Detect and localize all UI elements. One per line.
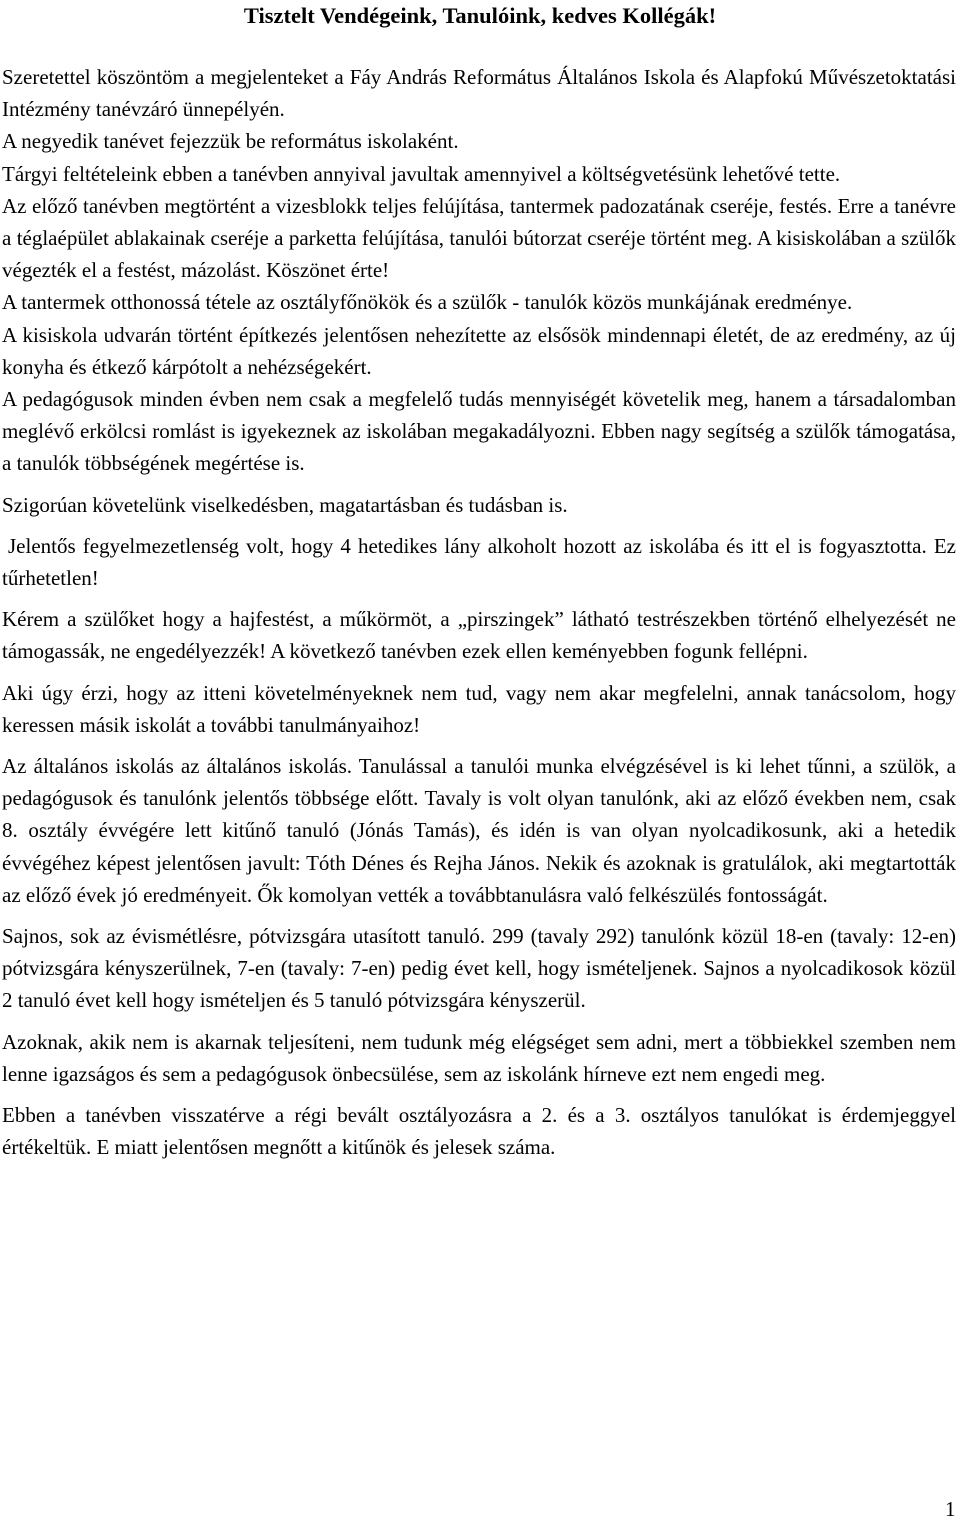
document-body [2, 61, 956, 1164]
paragraph-renovations: Az előző tanévben megtörtént a vizesblokk teljes felújítása, tantermek padozatának cseréje, festés. Erre a tanévre a téglaépület ablakainak cseréje a parketta felújítása, tanulói bútorzat cseréje történt meg. A kisiskolában a szülők végezték el a festést, mázolást. Köszönet érte! [2, 193, 956, 283]
paragraph-achievements: Az általános iskolás az általános iskolás. Tanulással a tanulói munka elvégzésével is ki lehet tűnni, a szülök, a pedagógusok és tanulónk jelentős többsége előtt. Tavaly is volt olyan tanulónk, aki az előző években nem, csak 8. osztály évvégére lett kitűnő tanuló (Jónás Tamás), és idén is van olyan nyolcadikosunk, aki a hetedik évvégéhez képest jelentősen javult: Tóth Dénes és Rejha János. Nekik és azoknak is gratulálok, aki megtartották az előző évek jó eredményeit. Ők komolyan vették a továbbtanulásra való felkészülés fontosságát. [2, 754, 956, 907]
paragraph-teachers: A pedagógusok minden évben nem csak a megfelelő tudás mennyiségét követelik meg, hanem a társadalomban meglévő erkölcsi romlást is igyekeznek az iskolában megakadályozni. Ebben nagy segítség a szülők támogatása, a tanulók többségének megértése is. [2, 387, 956, 476]
paragraph-requirements: Aki úgy érzi, hogy az itteni követelményeknek nem tud, vagy nem akar megfelelni, annak tanácsolom, hogy keressen másik iskolát a további tanulmányaihoz! [2, 680, 956, 737]
paragraph-fourth-year: A negyedik tanévet fejezzük be református iskolaként. [2, 129, 459, 154]
paragraph-grading: Ebben a tanévben visszatérve a régi bevált osztályozásra a 2. és a 3. osztályos tanulókat is érdemjeggyel értékeltük. E miatt jelentősen megnőtt a kitűnök és jelesek száma. [2, 1103, 956, 1160]
page-number: 1 [945, 1497, 956, 1521]
paragraph-construction: A kisiskola udvarán történt építkezés jelentősen nehezítette az elsősök mindennapi életét, de az eredmény, az új konyha és étkező kárpótolt a nehézségekért. [2, 322, 956, 379]
paragraph-classrooms: A tantermek otthonossá tétele az osztályfőnökök és a szülők - tanulók közös munkájának eredménye. [2, 290, 853, 315]
paragraph-request: Kérem a szülőket hogy a hajfestést, a műkörmöt, a „pirszingek” látható testrészekben történő elhelyezését ne támogassák, ne engedélyezzék! A következő tanévben ezek ellen keményebben fogunk fellépni. [2, 607, 956, 664]
paragraph-discipline: Jelentős fegyelmezetlenség volt, hogy 4 hetedikes lány alkoholt hozott az iskolába és itt el is fogyasztotta. Ez tűrhetetlen! [2, 533, 956, 591]
paragraph-strict: Szigorúan követelünk viselkedésben, magatartásban és tudásban is. [2, 492, 568, 517]
paragraph-fairness: Azoknak, akik nem is akarnak teljesíteni, nem tudunk még elégséget sem adni, mert a többiekkel szemben nem lenne igazságos és sem a pedagógusok önbecsülése, sem az iskolánk hírneve ezt nem engedi meg. [2, 1029, 956, 1086]
paragraph-greeting: Szeretettel köszöntöm a megjelenteket a Fáy András Református Általános Iskola és Alapfokú Művészetoktatási Intézmény tanévzáró ünnepélyén. [2, 65, 956, 122]
paragraph-material-conditions: Tárgyi feltételeink ebben a tanévben annyival javultak amennyivel a költségvetésünk lehetővé tette. [2, 161, 841, 186]
paragraph-repeaters: Sajnos, sok az évismétlésre, pótvizsgára utasított tanuló. 299 (tavaly 292) tanulónk közül 18-en (tavaly: 12-en) pótvizsgára kényszerülnek, 7-en (tavaly: 7-en) pedig évet kell, hogy ismételjenek. Sajnos a nyolcadikosok közül 2 tanuló évet kell hogy ismételjen és 5 tanuló pótvizsgára kényszerül. [2, 924, 956, 1013]
document-title: Tisztelt Vendégeink, Tanulóink, kedves Kollégák! [243, 3, 717, 28]
